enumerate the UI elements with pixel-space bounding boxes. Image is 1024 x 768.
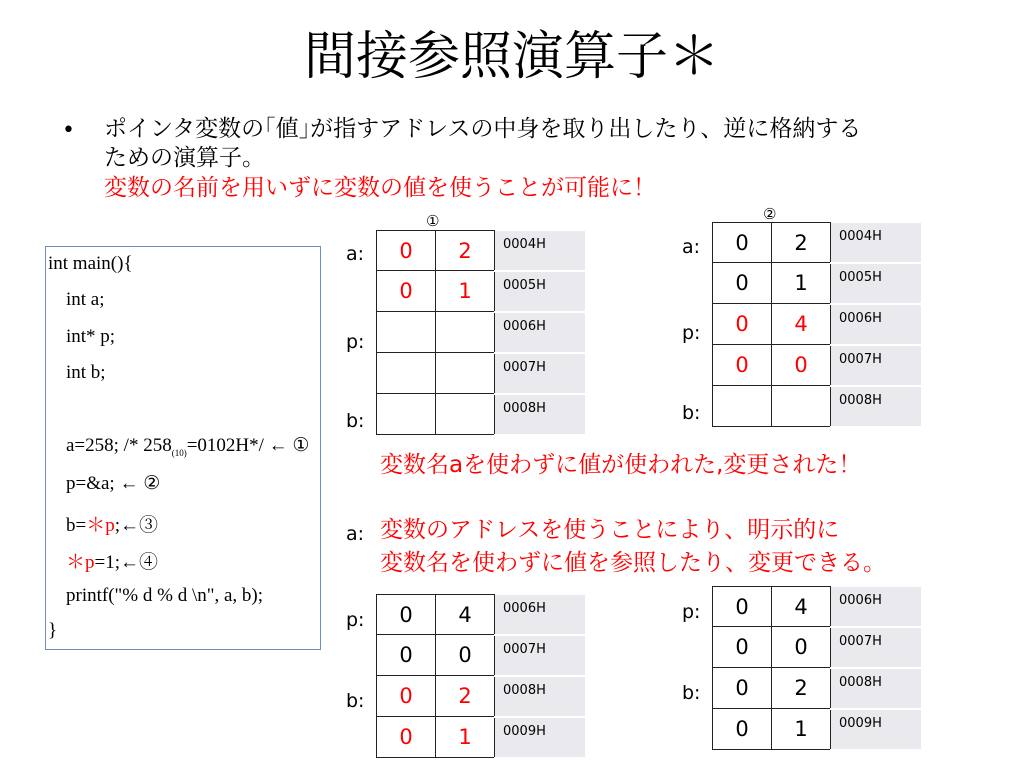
mem-cell-high [377,353,436,394]
mem-cell-low: 2 [436,231,495,271]
code-line-int-a: int a; [66,289,105,310]
memory-row [713,627,922,668]
mem-address: 0008H [495,394,586,435]
message-used-without-name: 変数名aを使わずに値が使われた,変更された！ [380,450,867,480]
mem-cell-low: 1 [436,717,495,758]
label-b-1: b: [346,410,365,432]
memory-row [377,271,586,312]
mem-address: 0009H [831,709,922,750]
mem-address: 0006H [495,312,586,353]
code-line-int-b: int b; [66,362,106,383]
label-b-4: b: [682,682,701,704]
bullet-highlight: 変数の名前を用いずに変数の値を使うことが可能に！ [104,175,656,201]
mem-address: 0006H [831,587,922,627]
mem-cell-low: 4 [772,587,831,627]
mem-cell-low: 0 [772,627,831,668]
code-subscript: (10) [171,447,187,458]
mem-cell-low [436,394,495,435]
label-p-3: p: [346,609,365,631]
mem-cell-low: 1 [436,271,495,312]
memory-table-1 [376,230,585,436]
label-p-4: p: [682,601,701,623]
code-line-store [66,547,158,574]
memory-row [377,312,586,353]
memory-table-4 [712,586,921,751]
code-line-assign-a [66,434,309,458]
marker-two: ② [763,205,777,223]
code-line-assign-b [66,510,158,537]
memory-row [713,263,922,304]
memory-row [713,386,922,427]
bullet-symbol: • [62,118,75,143]
mem-cell-high: 0 [713,627,772,668]
mem-address: 0006H [831,304,922,345]
mem-cell-low: 1 [772,709,831,750]
memory-row [377,231,586,271]
label-a-2: a: [682,236,701,258]
mem-cell-low: 4 [772,304,831,345]
mem-cell-low: 2 [772,668,831,709]
mem-cell-high: 0 [713,223,772,263]
memory-row [713,223,922,263]
code-deref-p: ＊p [86,515,115,536]
mem-address: 0004H [831,223,922,263]
code-b-prefix: b= [66,515,87,536]
code-box [45,246,321,650]
memory-table-2 [712,222,921,428]
label-a-3: a: [346,523,365,545]
memory-row [377,676,586,717]
memory-row [713,304,922,345]
code-line-int-p: int* p; [66,326,116,347]
code-a-comment: =0102H*/ ← ① [186,435,310,456]
bullet-line-1: ポインタ変数の｢値｣が指すアドレスの中身を取り出したり、逆に格納する [104,116,862,142]
code-store-suffix: =1;←④ [94,552,159,573]
mem-address: 0008H [831,386,922,427]
mem-address: 0004H [495,231,586,271]
mem-cell-high: 0 [377,676,436,717]
code-b-suffix: ;←③ [114,515,159,536]
mem-address: 0007H [495,635,586,676]
mem-address: 0005H [495,271,586,312]
page-title: 間接参照演算子＊ [303,27,720,87]
memory-row [377,394,586,435]
memory-row [713,587,922,627]
code-deref-p-store: ＊p [66,552,95,573]
mem-address: 0009H [495,717,586,758]
mem-cell-low: 4 [436,595,495,635]
mem-address: 0007H [495,353,586,394]
mem-cell-high [713,386,772,427]
mem-cell-high: 0 [713,668,772,709]
mem-cell-low: 0 [436,635,495,676]
mem-cell-high: 0 [713,587,772,627]
code-line-assign-p: p=&a; ← ② [66,473,161,494]
mem-cell-high: 0 [377,231,436,271]
mem-cell-high [377,312,436,353]
memory-row [377,595,586,635]
label-p-2: p: [682,322,701,344]
memory-row [713,709,922,750]
mem-address: 0007H [831,345,922,386]
mem-cell-low: 2 [436,676,495,717]
mem-address: 0008H [831,668,922,709]
memory-row [377,717,586,758]
mem-cell-high: 0 [713,345,772,386]
mem-cell-high: 0 [713,304,772,345]
memory-row [377,635,586,676]
mem-cell-high: 0 [377,635,436,676]
code-a-assign: a=258; /* 258 [66,435,172,456]
mem-address: 0008H [495,676,586,717]
code-line-close: } [48,620,58,641]
message-address-explicit: 変数のアドレスを使うことにより、明示的に [380,515,847,545]
memory-row [377,353,586,394]
memory-table-3 [376,594,585,759]
mem-cell-low: 2 [772,223,831,263]
code-line-printf: printf("% d % d \n", a, b); [66,585,264,606]
label-p-1: p: [346,331,365,353]
label-a-1: a: [346,243,365,265]
mem-cell-high: 0 [713,263,772,304]
mem-cell-high: 0 [377,595,436,635]
mem-cell-low [772,386,831,427]
label-b-2: b: [682,402,701,424]
memory-row [713,345,922,386]
mem-cell-high: 0 [377,271,436,312]
mem-cell-high: 0 [713,709,772,750]
mem-cell-low [436,353,495,394]
mem-cell-low [436,312,495,353]
bullet-line-2: ための演算子。 [104,145,265,171]
label-b-3: b: [346,690,365,712]
memory-row [713,668,922,709]
mem-cell-low: 0 [772,345,831,386]
mem-cell-high [377,394,436,435]
mem-cell-low: 1 [772,263,831,304]
code-line-main: int main(){ [48,253,133,274]
message-reference-modify: 変数名を使わずに値を参照したり、変更できる。 [380,548,892,578]
mem-cell-high: 0 [377,717,436,758]
marker-one: ① [426,212,440,230]
mem-address: 0007H [831,627,922,668]
mem-address: 0005H [831,263,922,304]
mem-address: 0006H [495,595,586,635]
